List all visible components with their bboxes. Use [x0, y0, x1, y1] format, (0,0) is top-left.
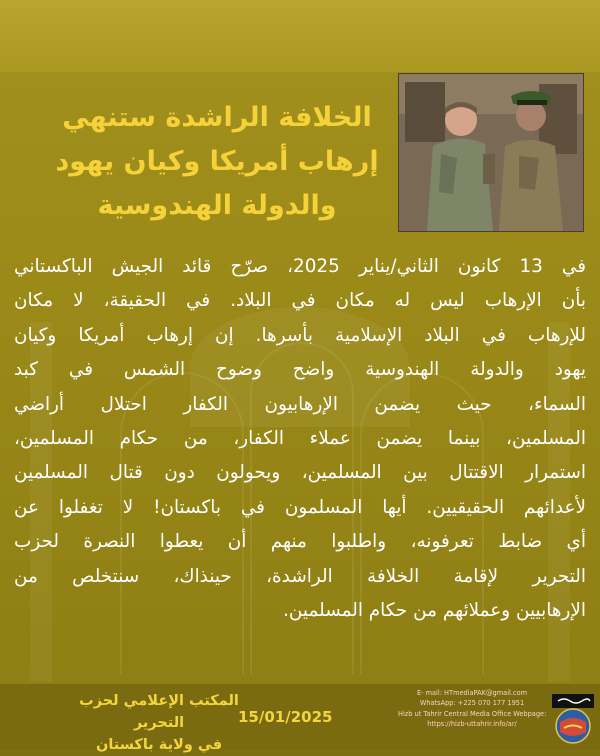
body-line: بأن الإرهاب ليس له مكان في البلاد. في الحقيقة، لا مكان [14, 290, 586, 312]
headline [52, 96, 382, 228]
whatsapp-text: WhatsApp: +225 070 177 1951 [419, 699, 525, 708]
contact-info [398, 688, 546, 730]
email-text: E- mail: HTmediaPAK@gmail.com [416, 689, 528, 697]
body-line: للإرهاب في البلاد الإسلامية بأسرها. إن إرهاب أمريكا وكيان [14, 324, 586, 346]
body-line: استمرار الاقتتال بين المسلمين، ويحولون دون قتال المسلمين [14, 462, 586, 484]
body-line: لأعدائهم الحقيقيين. أيها المسلمون في باكستان! لا تغفلوا عن [14, 496, 586, 518]
webpage-label: Hizb ut Tahrir Central Media Office Webpage: [398, 709, 547, 718]
body-line: يهود والدولة الهندوسية واضح وضوح الشمس في كبد [14, 359, 586, 381]
media-office-logo-icon [550, 692, 596, 746]
release-date: 15/01/2025 [238, 708, 333, 726]
news-photo [398, 73, 584, 232]
body-line: المسلمين، بينما يضمن عملاء الكفار، من حكام المسلمين، [14, 428, 586, 450]
headline-line: إرهاب أمريكا وكيان يهود [55, 146, 379, 177]
top-band [0, 0, 600, 72]
headline-line: والدولة الهندوسية [97, 190, 337, 221]
media-office-line: في ولاية باكستان [95, 737, 223, 753]
body-line: الإرهابيين وعملائهم من حكام المسلمين. [283, 600, 586, 622]
main-panel [0, 72, 600, 684]
media-office-name [54, 690, 264, 756]
body-line: السماء، حيث يضمن الإرهابيون الكفار احتلال أراضي [14, 393, 586, 415]
article-body [14, 250, 586, 628]
body-line: أي ضابط تعرفونه، واطلبوا منهم أن يعطوا النصرة لحزب [14, 531, 586, 553]
footer [0, 684, 600, 753]
webpage-link[interactable]: https://hizb-uttahrir.info/ar/ [427, 720, 517, 729]
body-line: في 13 كانون الثاني/يناير 2025، صرّح قائد الجيش الباكستاني [14, 256, 587, 277]
media-office-line: المكتب الإعلامي لحزب التحرير [79, 693, 239, 731]
body-line: التحرير لإقامة الخلافة الراشدة، حينذاك، سنتخلص من [14, 565, 586, 587]
headline-line: الخلافة الراشدة ستنهي [62, 102, 372, 133]
